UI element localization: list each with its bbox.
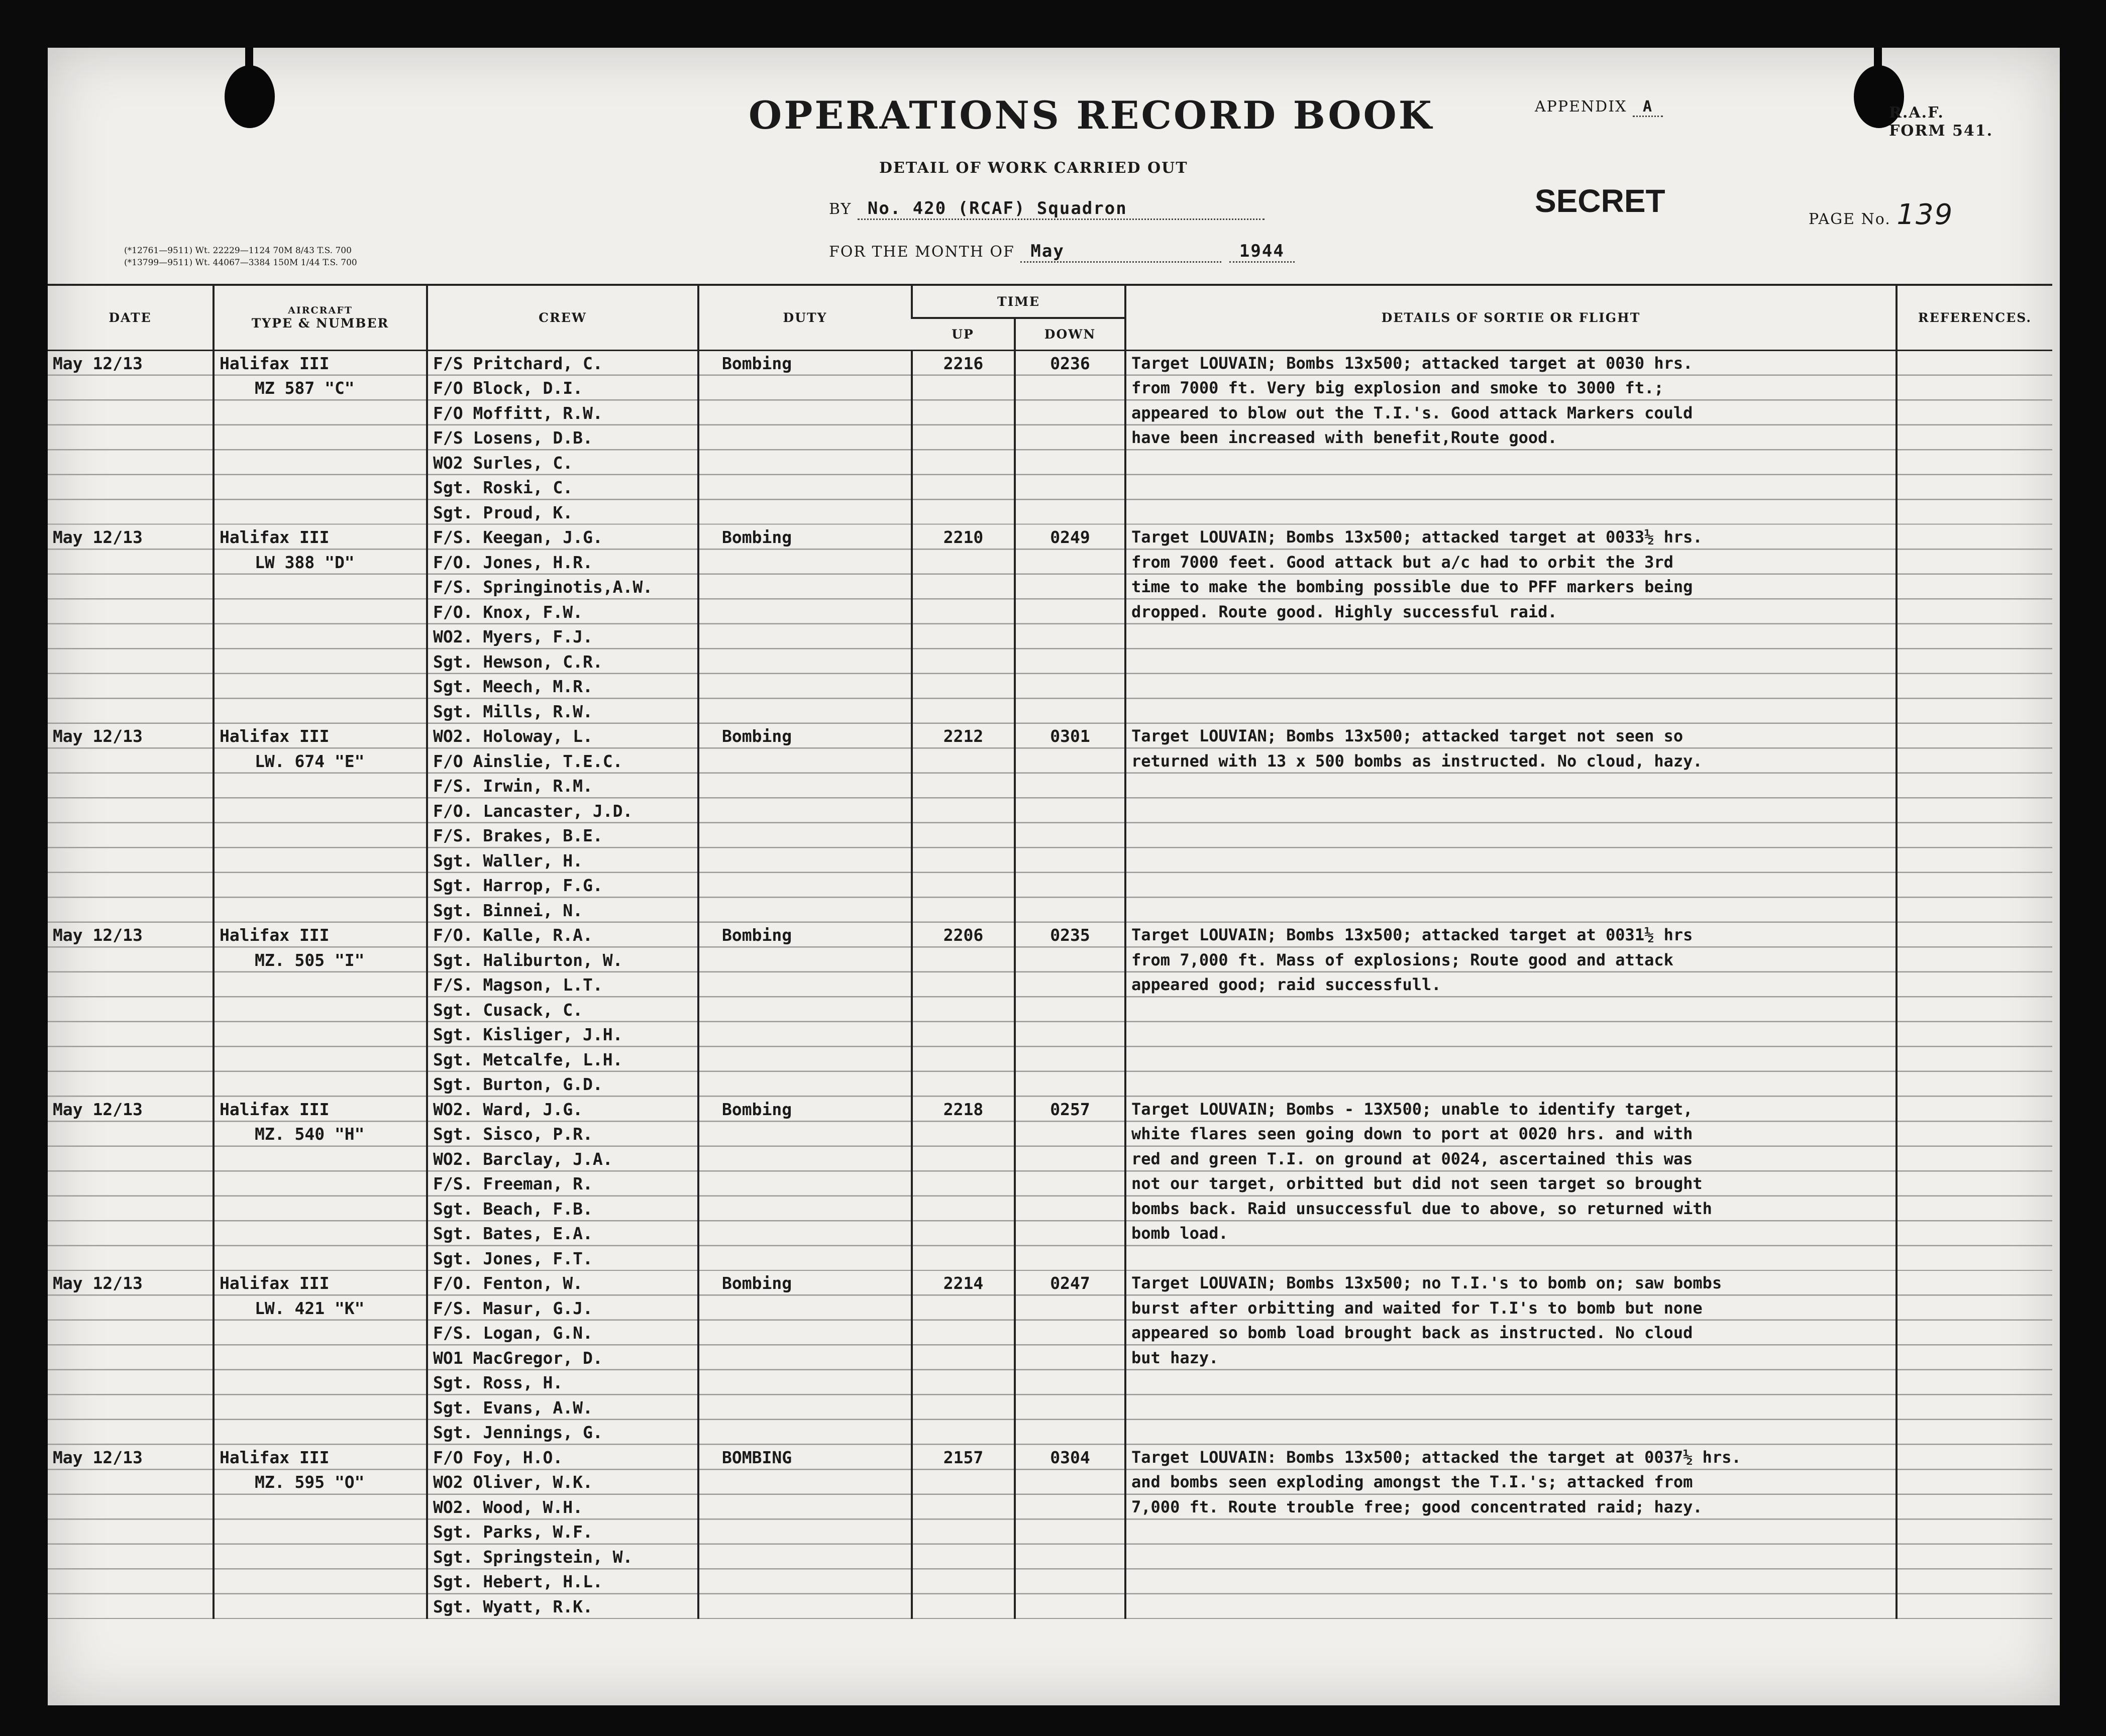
details-line: Target LOUVAIN; Bombs 13x500; attacked target at 0033½ hrs. (1131, 527, 1703, 547)
details-line: and bombs seen exploding amongst the T.I.'s; attacked from (1131, 1472, 1693, 1491)
print-code-1: (*12761—9511) Wt. 22229—1124 70M 8/43 T.S. 700 (124, 246, 352, 256)
aircraft-type: Halifax III (220, 925, 330, 945)
entry-details (1125, 1445, 1897, 1619)
crew-member: WO2. Ward, J.G. (433, 1099, 583, 1119)
entry-time-down (1015, 724, 1125, 923)
details-line: bomb load. (1131, 1224, 1228, 1243)
aircraft-type: Halifax III (220, 527, 330, 547)
sortie-table (48, 284, 2052, 1619)
entry-time-up (912, 724, 1015, 923)
entry-time-up (912, 1271, 1015, 1445)
page-number-line (1809, 198, 1953, 231)
entry-time-down (1015, 1445, 1125, 1619)
details-line: appeared good; raid successfull. (1131, 975, 1441, 994)
crew-member: F/O Moffitt, R.W. (433, 403, 603, 423)
aircraft-number: MZ. 540 "H" (255, 1124, 365, 1144)
details-line: not our target, orbitted but did not seen target so brought (1131, 1174, 1703, 1193)
aircraft-number: LW. 674 "E" (255, 751, 365, 771)
page-title: OPERATIONS RECORD BOOK (749, 93, 1434, 138)
crew-member: Sgt. Binnei, N. (433, 900, 583, 920)
entry-date (48, 923, 214, 1097)
entry-aircraft (214, 1445, 427, 1619)
crew-member: Sgt. Meech, M.R. (433, 677, 593, 696)
month-line (829, 241, 1295, 263)
details-line: dropped. Route good. Highly successful raid. (1131, 602, 1557, 621)
entry-duty (698, 724, 912, 923)
details-line: Target LOUVIAN; Bombs 13x500; attacked target not seen so (1131, 726, 1683, 745)
entry-time-up (912, 1445, 1015, 1619)
sortie-row (48, 525, 2052, 724)
crew-member: Sgt. Springstein, W. (433, 1547, 633, 1567)
entry-crew (427, 724, 698, 923)
details-line: Target LOUVAIN; Bombs 13x500; attacked target at 0031½ hrs (1131, 925, 1693, 944)
crew-member: Sgt. Beach, F.B. (433, 1199, 593, 1219)
aircraft-type: Halifax III (220, 353, 330, 373)
appendix (1535, 98, 1663, 117)
crew-member: F/O. Fenton, W. (433, 1273, 583, 1293)
entry-references (1897, 724, 2052, 923)
crew-member: Sgt. Sisco, P.R. (433, 1124, 593, 1144)
crew-member: F/S. Brakes, B.E. (433, 826, 603, 845)
entry-crew (427, 1271, 698, 1445)
crew-member: Sgt. Metcalfe, L.H. (433, 1049, 623, 1069)
crew-member: Sgt. Burton, G.D. (433, 1074, 603, 1094)
details-line: Target LOUVAIN; Bombs 13x500; no T.I.'s to bomb on; saw bombs (1131, 1273, 1722, 1292)
crew-member: F/S. Logan, G.N. (433, 1323, 593, 1343)
entry-references (1897, 1271, 2052, 1445)
column-header-crew: CREW (427, 285, 698, 350)
details-line: appeared so bomb load brought back as instructed. No cloud (1131, 1323, 1693, 1342)
crew-member: WO2 Surles, C. (433, 453, 573, 473)
crew-member: F/S. Freeman, R. (433, 1174, 593, 1194)
details-line: but hazy. (1131, 1348, 1219, 1367)
details-line: from 7000 feet. Good attack but a/c had to orbit the 3rd (1131, 552, 1673, 572)
time-down: 0236 (1050, 353, 1090, 373)
entry-references (1897, 923, 2052, 1097)
entry-aircraft (214, 525, 427, 724)
details-line: red and green T.I. on ground at 0024, ascertained this was (1131, 1149, 1693, 1168)
details-line: Target LOUVAIN; Bombs - 13X500; unable to identify target, (1131, 1099, 1693, 1119)
aircraft-number: LW. 421 "K" (255, 1298, 365, 1318)
time-up: 2210 (943, 527, 984, 547)
time-up: 2218 (943, 1099, 984, 1119)
entry-details (1125, 1271, 1897, 1445)
details-line: returned with 13 x 500 bombs as instructed. No cloud, hazy. (1131, 751, 1703, 771)
crew-member: F/O. Kalle, R.A. (433, 925, 593, 945)
crew-member: Sgt. Mills, R.W. (433, 701, 593, 721)
entry-date-text: May 12/13 (53, 1273, 143, 1293)
crew-member: Sgt. Haliburton, W. (433, 950, 623, 970)
crew-member: WO2. Myers, F.J. (433, 627, 593, 646)
sortie-row (48, 923, 2052, 1097)
aircraft-type: Halifax III (220, 1273, 330, 1293)
crew-member: F/S. Keegan, J.G. (433, 527, 603, 547)
entry-date-text: May 12/13 (53, 527, 143, 547)
crew-member: Sgt. Cusack, C. (433, 1000, 583, 1020)
time-up: 2212 (943, 726, 984, 746)
details-line: white flares seen going down to port at 0020 hrs. and with (1131, 1124, 1693, 1143)
crew-member: Sgt. Ross, H. (433, 1373, 563, 1392)
crew-member: F/S. Springinotis,A.W. (433, 577, 653, 597)
form-code-line2: FORM 541. (1889, 122, 1993, 140)
details-line: time to make the bombing possible due to PFF markers being (1131, 577, 1693, 596)
entry-time-up (912, 525, 1015, 724)
duty-text: Bombing (722, 353, 792, 373)
duty-text: Bombing (722, 925, 792, 945)
sortie-row (48, 1445, 2052, 1619)
crew-member: Sgt. Parks, W.F. (433, 1522, 593, 1542)
entry-duty (698, 350, 912, 525)
crew-member: Sgt. Jennings, G. (433, 1423, 603, 1442)
entry-crew (427, 1445, 698, 1619)
aircraft-number: MZ. 505 "I" (255, 950, 365, 970)
aircraft-type: Halifax III (220, 726, 330, 746)
entry-duty (698, 1445, 912, 1619)
entry-duty (698, 1271, 912, 1445)
crew-member: Sgt. Jones, F.T. (433, 1248, 593, 1268)
details-line: from 7000 ft. Very big explosion and smoke to 3000 ft.; (1131, 378, 1664, 397)
entry-references (1897, 1097, 2052, 1271)
column-header-aircraft (214, 285, 427, 350)
crew-member: Sgt. Kisliger, J.H. (433, 1025, 623, 1044)
entry-date-text: May 12/13 (53, 726, 143, 746)
entry-date (48, 724, 214, 923)
crew-member: F/S. Masur, G.J. (433, 1298, 593, 1318)
time-up: 2216 (943, 353, 984, 373)
month-label: FOR THE MONTH OF (829, 243, 1015, 261)
sortie-row (48, 724, 2052, 923)
entry-references (1897, 350, 2052, 525)
entry-details (1125, 350, 1897, 525)
entry-aircraft (214, 350, 427, 525)
sortie-row (48, 1271, 2052, 1445)
time-up: 2206 (943, 925, 984, 945)
crew-member: F/O Foy, H.O. (433, 1447, 563, 1467)
details-line: appeared to blow out the T.I.'s. Good attack Markers could (1131, 403, 1693, 422)
entry-references (1897, 1445, 2052, 1619)
time-down: 0304 (1050, 1447, 1090, 1467)
time-up: 2157 (943, 1447, 984, 1467)
sortie-row (48, 1097, 2052, 1271)
crew-member: F/O. Lancaster, J.D. (433, 801, 633, 821)
year-value: 1944 (1229, 241, 1295, 263)
entry-time-down (1015, 1271, 1125, 1445)
crew-member: Sgt. Hebert, H.L. (433, 1572, 603, 1591)
punch-hole-left (225, 65, 275, 128)
entry-date (48, 525, 214, 724)
entry-date-text: May 12/13 (53, 1099, 143, 1119)
aircraft-header-line1: AIRCRAFT (288, 304, 353, 316)
crew-member: WO1 MacGregor, D. (433, 1348, 603, 1368)
record-sheet (48, 48, 2060, 1705)
aircraft-number: LW 388 "D" (255, 552, 355, 572)
crew-member: WO2. Holoway, L. (433, 726, 593, 746)
crew-member: Sgt. Proud, K. (433, 502, 573, 522)
time-down: 0249 (1050, 527, 1090, 547)
page-number: 139 (1897, 198, 1954, 231)
entry-duty (698, 923, 912, 1097)
crew-member: WO2. Barclay, J.A. (433, 1149, 613, 1169)
entry-aircraft (214, 1271, 427, 1445)
crew-member: F/O. Jones, H.R. (433, 552, 593, 572)
entry-crew (427, 923, 698, 1097)
entry-date (48, 350, 214, 525)
squadron-line (829, 198, 1265, 220)
entry-date (48, 1097, 214, 1271)
column-header-up: UP (912, 318, 1015, 350)
aircraft-header-line2: TYPE & NUMBER (251, 315, 389, 331)
form-code-line1: R.A.F. (1889, 104, 1944, 122)
page-label: PAGE No. (1809, 210, 1891, 228)
entry-duty (698, 1097, 912, 1271)
entry-time-down (1015, 1097, 1125, 1271)
duty-text: Bombing (722, 1099, 792, 1119)
crew-member: Sgt. Wyatt, R.K. (433, 1596, 593, 1616)
entry-date (48, 1271, 214, 1445)
entry-aircraft (214, 923, 427, 1097)
crew-member: F/O. Knox, F.W. (433, 602, 583, 622)
column-header-date: DATE (48, 285, 214, 350)
aircraft-type: Halifax III (220, 1099, 330, 1119)
sortie-row (48, 350, 2052, 525)
crew-member: Sgt. Evans, A.W. (433, 1397, 593, 1418)
month-value: May (1020, 241, 1221, 263)
entry-details (1125, 724, 1897, 923)
crew-member: WO2. Wood, W.H. (433, 1497, 583, 1517)
column-header-down: DOWN (1015, 318, 1125, 350)
entry-aircraft (214, 1097, 427, 1271)
entry-details (1125, 923, 1897, 1097)
by-label: BY (829, 200, 852, 218)
aircraft-number: MZ 587 "C" (255, 378, 355, 398)
entry-date (48, 1445, 214, 1619)
entry-duty (698, 525, 912, 724)
crew-member: F/O Block, D.I. (433, 378, 583, 398)
entry-crew (427, 1097, 698, 1271)
entry-date-text: May 12/13 (53, 925, 143, 945)
print-code-2: (*13799—9511) Wt. 44067—3384 150M 1/44 T.S. 700 (124, 258, 357, 268)
details-line: burst after orbitting and waited for T.I's to bomb but none (1131, 1298, 1703, 1318)
subtitle: DETAIL OF WORK CARRIED OUT (879, 159, 1188, 177)
time-down: 0301 (1050, 726, 1090, 746)
details-line: from 7,000 ft. Mass of explosions; Route good and attack (1131, 950, 1673, 969)
entry-details (1125, 1097, 1897, 1271)
entry-time-up (912, 923, 1015, 1097)
squadron-name: No. 420 (RCAF) Squadron (858, 198, 1265, 220)
details-line: 7,000 ft. Route trouble free; good concentrated raid; hazy. (1131, 1497, 1703, 1516)
appendix-label: APPENDIX (1535, 98, 1627, 116)
entry-crew (427, 525, 698, 724)
duty-text: Bombing (722, 1273, 792, 1293)
appendix-value: A (1633, 98, 1663, 117)
crew-member: F/S Pritchard, C. (433, 353, 603, 373)
entry-time-down (1015, 525, 1125, 724)
entry-time-up (912, 350, 1015, 525)
crew-member: Sgt. Roski, C. (433, 478, 573, 497)
classification-stamp: SECRET (1535, 183, 1665, 219)
duty-text: Bombing (722, 527, 792, 547)
crew-member: Sgt. Bates, E.A. (433, 1224, 593, 1243)
aircraft-type: Halifax III (220, 1447, 330, 1467)
aircraft-number: MZ. 595 "O" (255, 1472, 365, 1492)
entry-crew (427, 350, 698, 525)
details-line: Target LOUVAIN; Bombs 13x500; attacked target at 0030 hrs. (1131, 353, 1693, 373)
duty-text: Bombing (722, 726, 792, 746)
column-header-references: REFERENCES. (1897, 285, 2052, 350)
crew-member: F/S Losens, D.B. (433, 428, 593, 448)
column-header-details: DETAILS OF SORTIE OR FLIGHT (1125, 285, 1897, 350)
time-down: 0257 (1050, 1099, 1090, 1119)
crew-member: Sgt. Waller, H. (433, 850, 583, 871)
time-down: 0235 (1050, 925, 1090, 945)
entry-time-up (912, 1097, 1015, 1271)
entry-details (1125, 525, 1897, 724)
column-header-time: TIME (912, 285, 1125, 318)
details-line: have been increased with benefit,Route good. (1131, 428, 1557, 447)
entry-date-text: May 12/13 (53, 1447, 143, 1467)
crew-member: F/S. Irwin, R.M. (433, 776, 593, 796)
entry-time-down (1015, 350, 1125, 525)
column-header-duty: DUTY (698, 285, 912, 350)
time-up: 2214 (943, 1273, 984, 1293)
details-line: bombs back. Raid unsuccessful due to above, so returned with (1131, 1199, 1712, 1218)
details-line: Target LOUVAIN: Bombs 13x500; attacked the target at 0037½ hrs. (1131, 1447, 1741, 1467)
crew-member: Sgt. Hewson, C.R. (433, 652, 603, 672)
time-down: 0247 (1050, 1273, 1090, 1293)
crew-member: F/S. Magson, L.T. (433, 975, 603, 995)
entry-aircraft (214, 724, 427, 923)
entry-date-text: May 12/13 (53, 353, 143, 373)
crew-member: Sgt. Harrop, F.G. (433, 876, 603, 895)
duty-text: BOMBING (722, 1447, 792, 1467)
entry-references (1897, 525, 2052, 724)
crew-member: F/O Ainslie, T.E.C. (433, 751, 623, 771)
crew-member: WO2 Oliver, W.K. (433, 1472, 593, 1492)
entry-time-down (1015, 923, 1125, 1097)
